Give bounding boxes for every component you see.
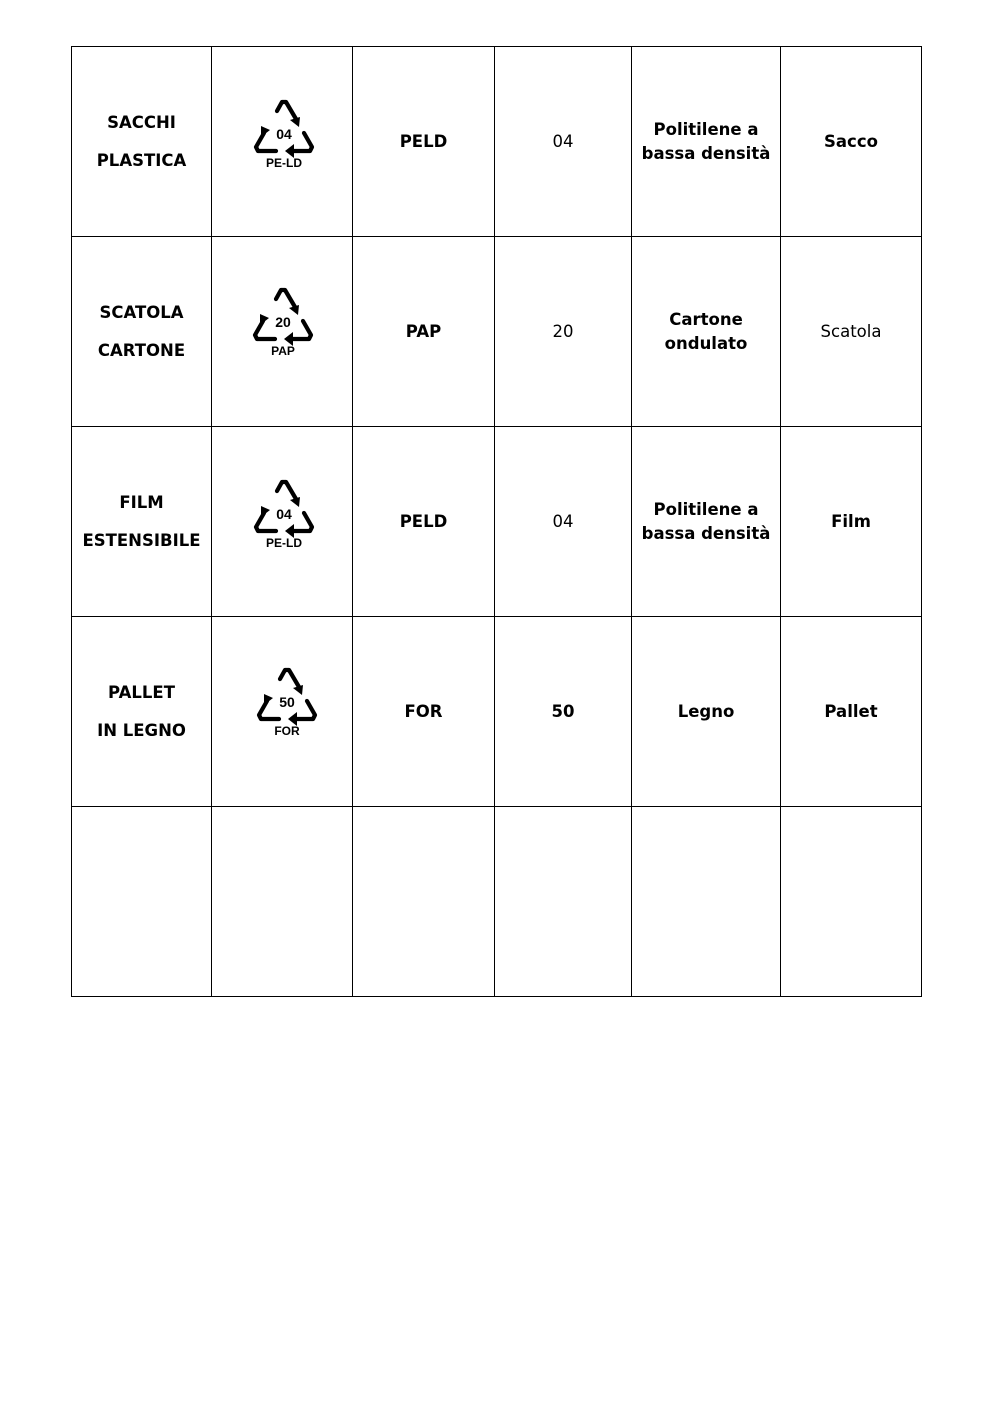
packaging-name-line: PLASTICA xyxy=(96,150,187,170)
item-cell: Pallet xyxy=(781,617,922,807)
table-row xyxy=(72,617,922,807)
material-cell xyxy=(632,237,781,427)
packaging-name-cell xyxy=(72,47,212,237)
empty-cell xyxy=(781,807,922,997)
number-cell: 20 xyxy=(495,237,632,427)
recycling-triangle-icon xyxy=(244,95,324,175)
symbol-number: 50 xyxy=(279,694,295,711)
packaging-name-cell xyxy=(72,617,212,807)
symbol-code: PE-LD xyxy=(266,156,302,171)
abbreviation-cell: PAP xyxy=(353,237,495,427)
empty-cell xyxy=(72,807,212,997)
number-cell: 04 xyxy=(495,47,632,237)
material-line: bassa densità xyxy=(641,143,771,163)
recycling-triangle-icon xyxy=(243,283,323,363)
packaging-name-line: PALLET xyxy=(108,682,175,702)
empty-cell xyxy=(212,807,353,997)
empty-cell xyxy=(632,807,781,997)
packaging-table xyxy=(71,46,922,997)
symbol-number: 04 xyxy=(276,506,292,523)
packaging-name-line: ESTENSIBILE xyxy=(82,530,201,550)
recycling-triangle-icon xyxy=(247,663,327,743)
symbol-code: PAP xyxy=(271,344,295,359)
packaging-name-line: SCATOLA xyxy=(99,302,184,322)
recycling-triangle-icon xyxy=(244,475,324,555)
material-line: Legno xyxy=(677,701,735,721)
material-cell xyxy=(632,617,781,807)
symbol-cell xyxy=(212,47,353,237)
packaging-name-line: FILM xyxy=(119,492,164,512)
table-row xyxy=(72,237,922,427)
symbol-code: FOR xyxy=(274,724,300,739)
packaging-name-cell xyxy=(72,237,212,427)
abbreviation-cell: PELD xyxy=(353,427,495,617)
item-cell: Sacco xyxy=(781,47,922,237)
material-line: Politilene a xyxy=(653,499,759,519)
material-line: ondulato xyxy=(664,333,748,353)
empty-cell xyxy=(495,807,632,997)
table-row xyxy=(72,427,922,617)
item-cell: Film xyxy=(781,427,922,617)
material-line: Cartone xyxy=(669,309,743,329)
symbol-cell xyxy=(212,237,353,427)
number-cell: 04 xyxy=(495,427,632,617)
symbol-number: 04 xyxy=(276,126,292,143)
packaging-name-line: SACCHI xyxy=(107,112,176,132)
item-cell: Scatola xyxy=(781,237,922,427)
table-row xyxy=(72,47,922,237)
table-row-empty xyxy=(72,807,922,997)
material-cell xyxy=(632,427,781,617)
packaging-name-line: CARTONE xyxy=(97,340,186,360)
symbol-number: 20 xyxy=(275,314,291,331)
abbreviation-cell: PELD xyxy=(353,47,495,237)
number-cell: 50 xyxy=(495,617,632,807)
abbreviation-cell: FOR xyxy=(353,617,495,807)
material-line: Politilene a xyxy=(653,119,759,139)
packaging-name-cell xyxy=(72,427,212,617)
symbol-code: PE-LD xyxy=(266,536,302,551)
symbol-cell xyxy=(212,427,353,617)
material-cell xyxy=(632,47,781,237)
material-line: bassa densità xyxy=(641,523,771,543)
empty-cell xyxy=(353,807,495,997)
symbol-cell xyxy=(212,617,353,807)
packaging-name-line: IN LEGNO xyxy=(97,720,186,740)
